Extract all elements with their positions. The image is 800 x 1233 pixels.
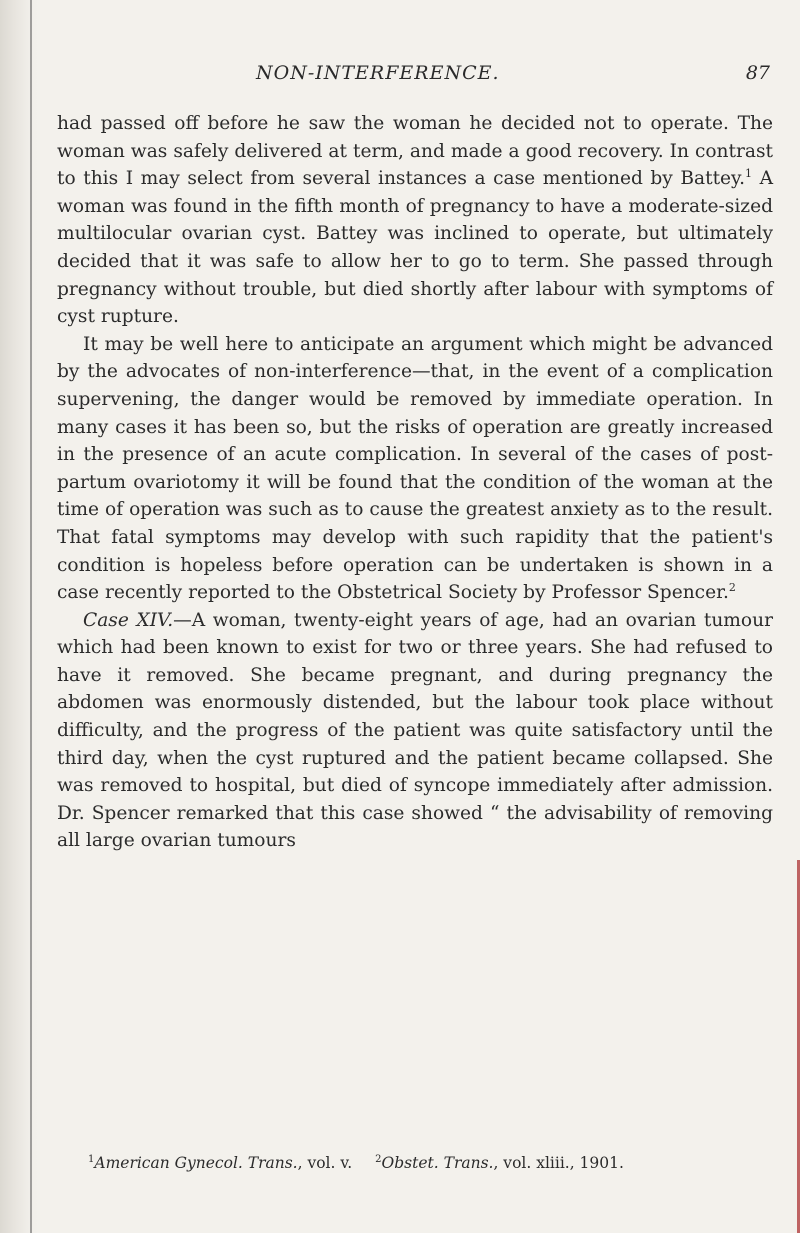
page-number: 87: [745, 62, 770, 84]
footnote-detail: , vol. v.: [297, 1154, 353, 1172]
binding-edge: [30, 0, 32, 1233]
footnote-marker: 1: [88, 1154, 95, 1165]
paragraph-2: [57, 331, 773, 607]
footnote-source: American Gynecol. Trans.: [94, 1154, 298, 1172]
paragraph-text: A woman was found in the fifth month of pregnancy to have a moderate-sized multilocular ovarian cyst. Battey was inclined to operate, but ultimately decided that it was safe to allow her to go to term. She passed through pregnancy without trouble, but died shortly after labour with symptoms of cyst rupture.: [57, 168, 773, 328]
paragraph-text: —A woman, twenty-eight years of age, had an ovarian tumour which had been known to exist for two or three years. She had refused to have it removed. She became pregnant, and during pregnancy the abdomen was enormously distended, but the labour took place without difficulty, and the progress of the patient was quite satisfactory until the third day, when the cyst ruptured and the patient became collapsed. She was removed to hospital, but died of syncope immediately after admission. Dr. Spencer remarked that this case showed “ the advisability of removing all large ovarian tumours: [57, 609, 773, 852]
footnote-detail: , vol. xliii., 1901.: [493, 1154, 624, 1172]
running-header: [58, 62, 770, 102]
footnote-ref: 1: [745, 167, 753, 181]
paragraph-3: [57, 607, 773, 855]
paragraph-text: It may be well here to anticipate an argument which might be advanced by the advocates of non-interference—that, in the event of a complication supervening, the danger would be removed by immediate operation. In many cases it has been so, but the risks of operation are greatly increased in the presence of an acute complication. In several of the cases of post-partum ovariotomy it will be found that the condition of the woman at the time of operation was such as to cause the greatest anxiety as to the result. That fatal symptoms may develop with such rapidity that the patient's condition is hopeless before operation can be undertaken is shown in a case recently reported to the Obstetrical Society by Professor Spencer.: [57, 333, 773, 604]
footnote-1: [88, 1154, 352, 1172]
footnotes: [88, 1154, 778, 1172]
footnote-marker: 2: [375, 1154, 382, 1165]
footnote-2: [375, 1154, 624, 1172]
paragraph-text: had passed off before he saw the woman he decided not to operate. The woman was safely delivered at term, and made a good recovery. In contrast to this I may select from several instances a case mentioned by Battey.: [57, 113, 773, 190]
footnote-ref: 2: [728, 581, 736, 595]
page-gutter: [0, 0, 38, 1233]
body-text: [57, 110, 773, 855]
case-label: Case XIV.: [83, 609, 174, 631]
running-title: NON-INTERFERENCE.: [256, 62, 500, 84]
paragraph-1: [57, 110, 773, 331]
footnote-source: Obstet. Trans.: [381, 1154, 494, 1172]
